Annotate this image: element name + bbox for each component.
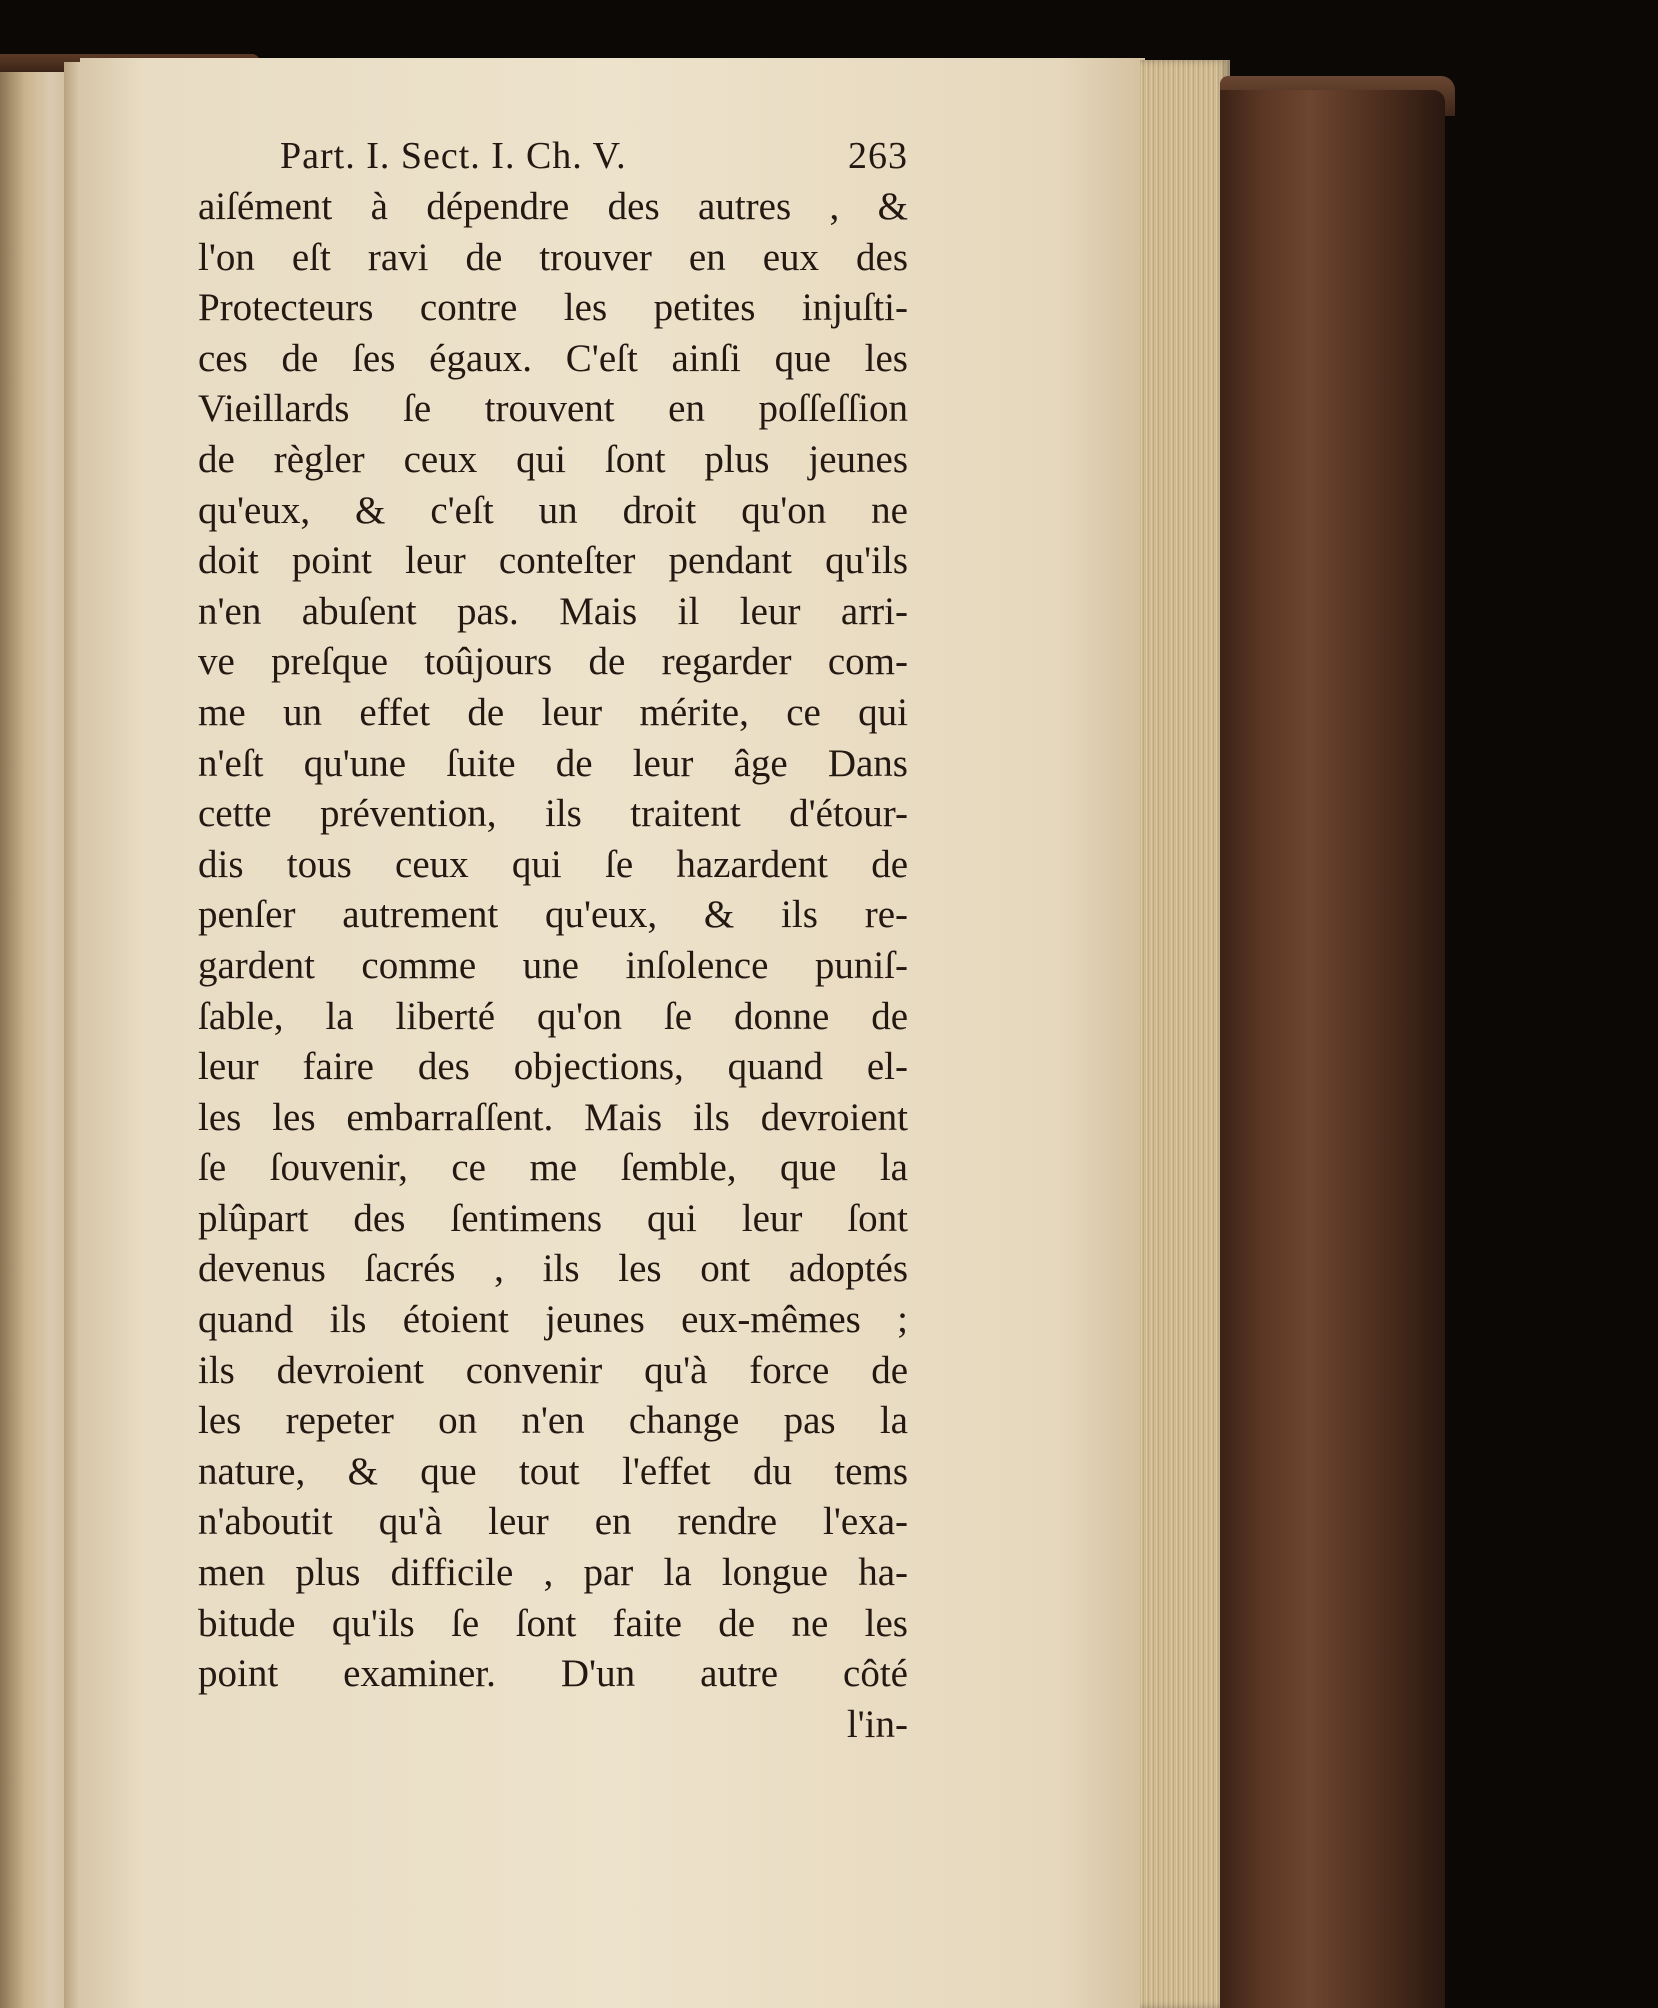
text-line: Vieillards ſe trouvent en poſſeſſion bbox=[198, 387, 908, 431]
text-line: leur faire des objections, quand el- bbox=[198, 1045, 908, 1089]
text-line: ve preſque toûjours de regarder com- bbox=[198, 640, 908, 684]
page-block-edge bbox=[1140, 60, 1230, 2008]
text-line: aiſément à dépendre des autres , & bbox=[198, 185, 908, 228]
text-line: penſer autrement qu'eux, & ils re- bbox=[198, 893, 908, 937]
text-line: cette prévention, ils traitent d'étour- bbox=[198, 792, 908, 836]
running-head bbox=[198, 130, 908, 182]
catchword: l'in- bbox=[846, 1702, 908, 1746]
text-line: n'aboutit qu'à leur en rendre l'exa- bbox=[198, 1500, 908, 1544]
body-text bbox=[198, 182, 908, 1700]
text-line: devenus ſacrés , ils les ont adoptés bbox=[198, 1247, 908, 1291]
text-line: dis tous ceux qui ſe hazardent de bbox=[198, 842, 908, 886]
facing-page-edge bbox=[0, 62, 72, 2008]
text-line: qu'eux, & c'eſt un droit qu'on ne bbox=[198, 488, 908, 532]
text-line: doit point leur conteſter pendant qu'ils bbox=[198, 539, 908, 583]
text-line: n'en abuſent pas. Mais il leur arri- bbox=[198, 589, 908, 633]
text-line: men plus difficile , par la longue ha- bbox=[198, 1551, 908, 1595]
text-line: les repeter on n'en change pas la bbox=[198, 1399, 908, 1443]
text-line: ces de ſes égaux. C'eſt ainſi que les bbox=[198, 336, 908, 380]
text-line: ſable, la liberté qu'on ſe donne de bbox=[198, 994, 908, 1038]
text-line: les les embarraſſent. Mais ils devroient bbox=[198, 1095, 908, 1139]
text-line: ils devroient convenir qu'à force de bbox=[198, 1348, 908, 1392]
text-line: plûpart des ſentimens qui leur ſont bbox=[198, 1196, 908, 1240]
text-line: de règler ceux qui ſont plus jeunes bbox=[198, 437, 908, 481]
text-line: point examiner. D'un autre côté bbox=[198, 1652, 908, 1696]
leather-cover bbox=[1220, 90, 1445, 2008]
text-line: nature, & que tout l'effet du tems bbox=[198, 1449, 908, 1493]
page-number: 263 bbox=[848, 135, 908, 177]
text-line: l'on eſt ravi de trouver en eux des bbox=[198, 235, 908, 279]
text-line: me un effet de leur mérite, ce qui bbox=[198, 690, 908, 734]
text-line: n'eſt qu'une ſuite de leur âge Dans bbox=[198, 741, 908, 785]
text-line: gardent comme une inſolence puniſ- bbox=[198, 943, 908, 987]
text-line: bitude qu'ils ſe ſont faite de ne les bbox=[198, 1601, 908, 1645]
text-line: Protecteurs contre les petites injuſti- bbox=[198, 286, 908, 330]
text-line: ſe ſouvenir, ce me ſemble, que la bbox=[198, 1146, 908, 1190]
running-head-title: Part. I. Sect. I. Ch. V. bbox=[280, 135, 627, 177]
text-line: quand ils étoient jeunes eux-mêmes ; bbox=[198, 1298, 908, 1342]
page-text-block bbox=[198, 130, 908, 1750]
